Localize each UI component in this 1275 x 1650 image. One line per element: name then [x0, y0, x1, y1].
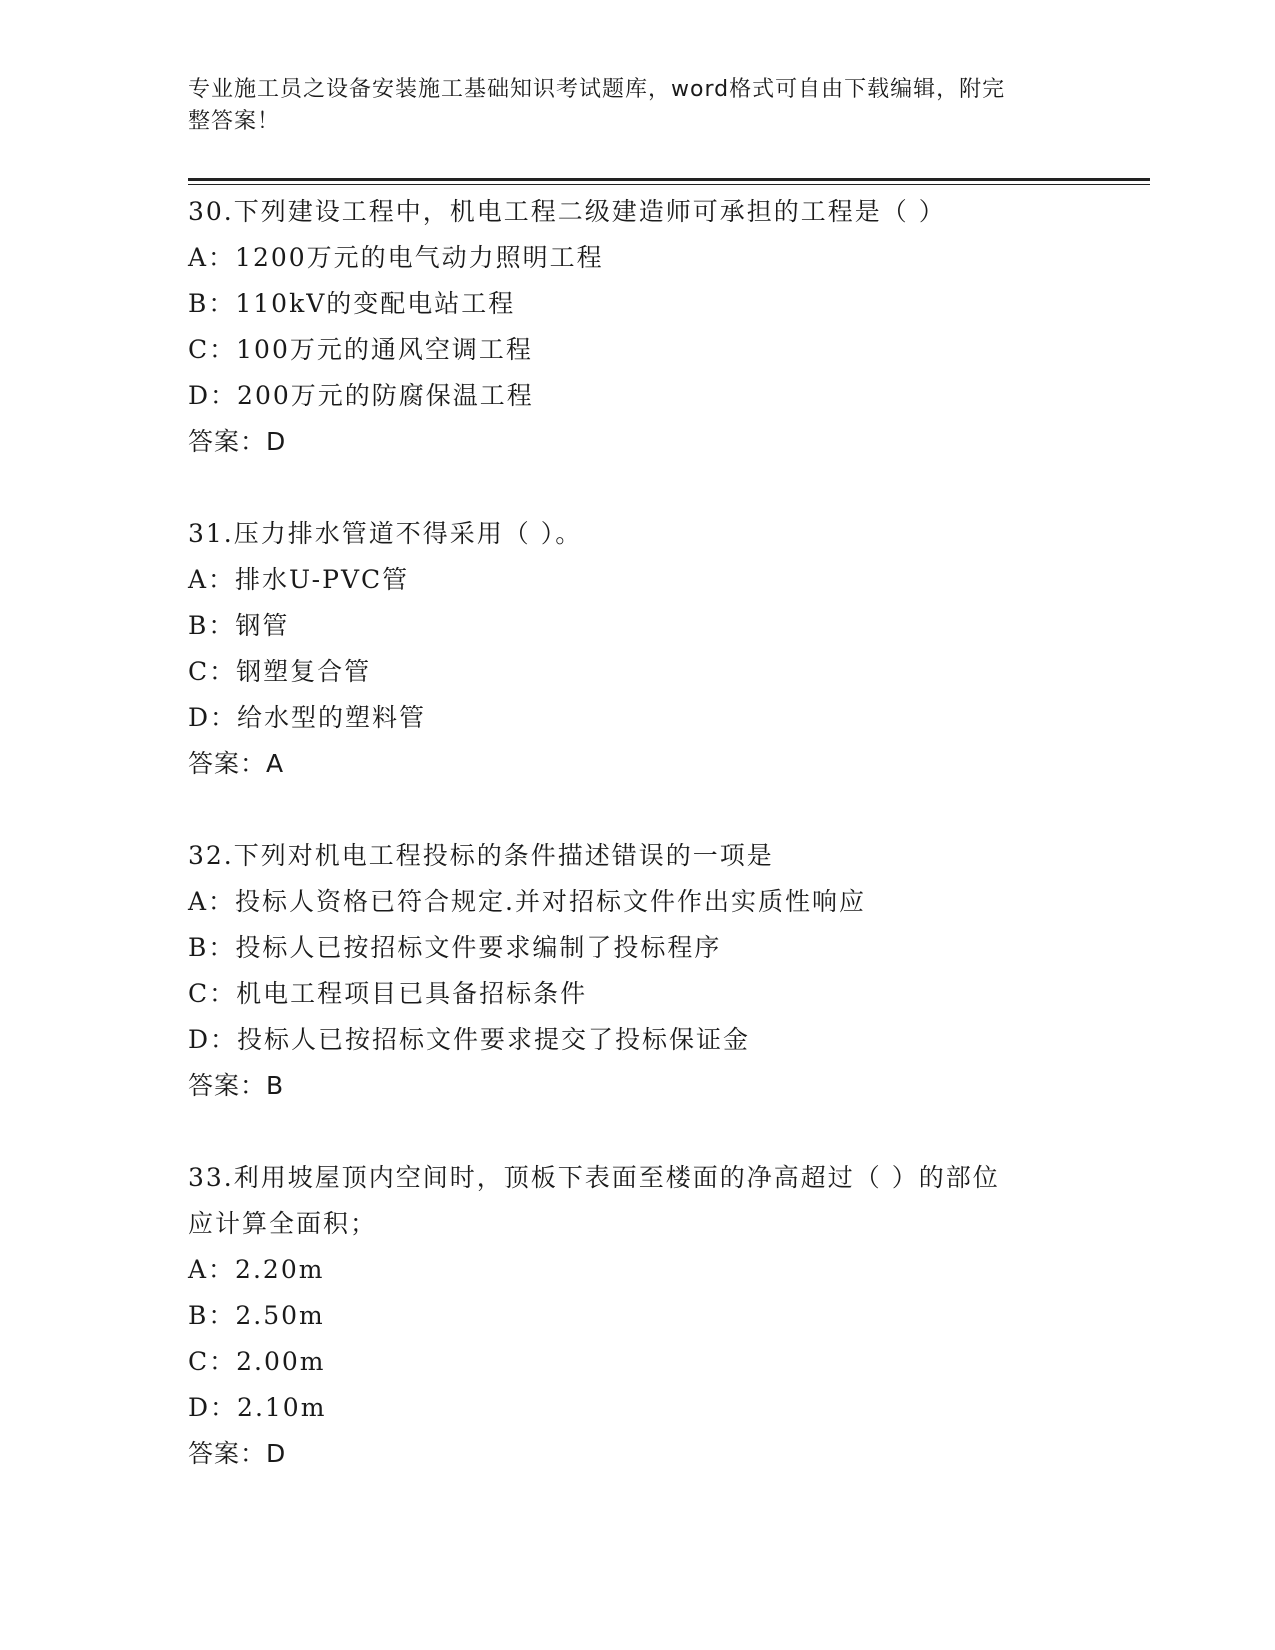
- question-33: [188, 1155, 1068, 1477]
- question-stem-line-2: 应计算全面积；: [188, 1209, 378, 1238]
- option-d: D：投标人已按招标文件要求提交了投标保证金: [188, 1025, 751, 1054]
- option-d: D：200万元的防腐保温工程: [188, 381, 534, 410]
- header-line-2: 整答案！: [188, 109, 281, 134]
- option-d: D：2.10m: [188, 1393, 327, 1422]
- option-a: A：2.20m: [188, 1255, 325, 1284]
- option-a: A：1200万元的电气动力照明工程: [188, 243, 604, 272]
- option-d: D：给水型的塑料管: [188, 703, 427, 732]
- answer-line: 答案：D: [188, 1439, 287, 1468]
- option-b: B：钢管: [188, 611, 290, 640]
- answer-line: 答案：A: [188, 749, 285, 778]
- question-31: [188, 511, 1068, 787]
- answer-line: 答案：B: [188, 1071, 285, 1100]
- question-32: [188, 833, 1068, 1109]
- question-stem: 30.下列建设工程中，机电工程二级建造师可承担的工程是（ ）: [188, 197, 946, 226]
- option-c: C：2.00m: [188, 1347, 326, 1376]
- option-b: B：2.50m: [188, 1301, 325, 1330]
- question-stem: 32.下列对机电工程投标的条件描述错误的一项是: [188, 841, 774, 870]
- document-header: [188, 74, 1068, 138]
- question-stem: 31.压力排水管道不得采用（ ）。: [188, 519, 583, 548]
- option-b: B：110kV的变配电站工程: [188, 289, 516, 318]
- option-c: C：100万元的通风空调工程: [188, 335, 533, 364]
- option-c: C：机电工程项目已具备招标条件: [188, 979, 588, 1008]
- header-divider-thick: [188, 178, 1150, 181]
- question-list: [188, 189, 1068, 1523]
- header-line-1: 专业施工员之设备安装施工基础知识考试题库，word格式可自由下载编辑，附完: [188, 77, 1006, 102]
- option-b: B：投标人已按招标文件要求编制了投标程序: [188, 933, 722, 962]
- header-divider-thin: [188, 184, 1150, 185]
- question-stem-line-1: 33.利用坡屋顶内空间时，顶板下表面至楼面的净高超过（ ）的部位: [188, 1163, 1000, 1192]
- question-30: [188, 189, 1068, 465]
- option-a: A：投标人资格已符合规定.并对招标文件作出实质性响应: [188, 887, 867, 916]
- option-c: C：钢塑复合管: [188, 657, 372, 686]
- answer-line: 答案：D: [188, 427, 287, 456]
- option-a: A：排水U-PVC管: [188, 565, 410, 594]
